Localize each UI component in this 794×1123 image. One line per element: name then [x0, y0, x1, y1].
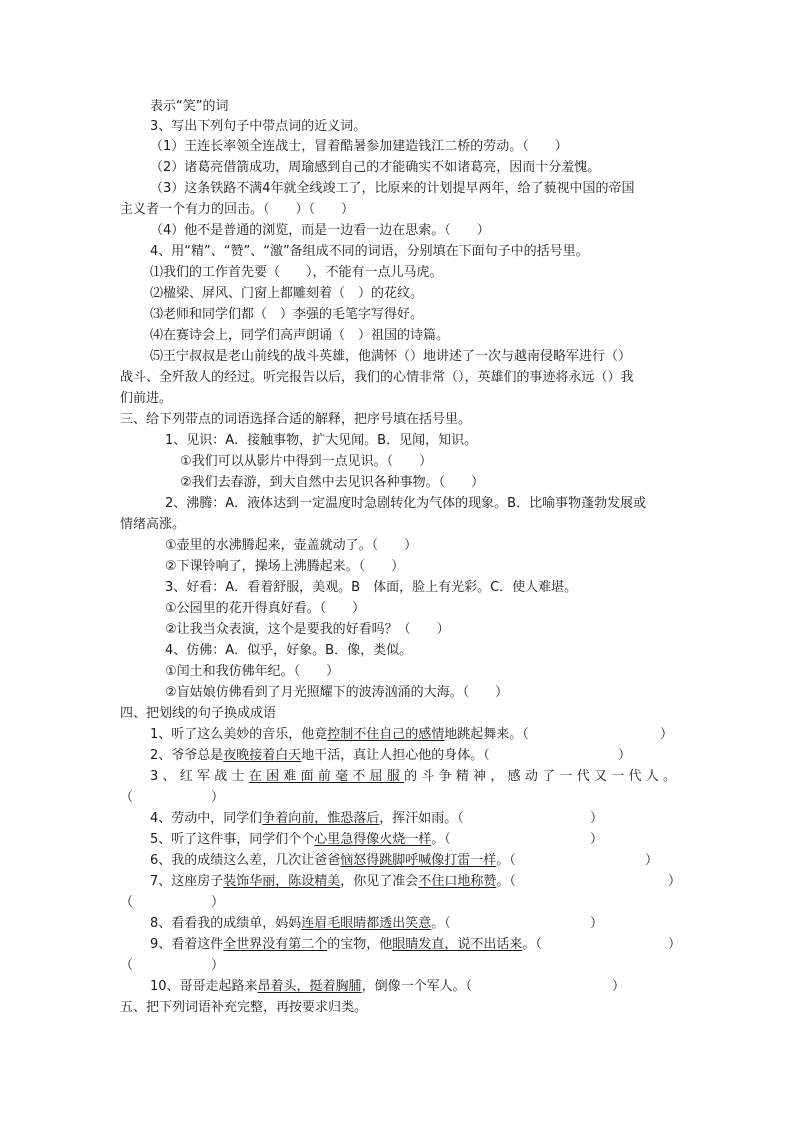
s4-sentence-10: 10、哥哥走起路来昂着头，挺着胸脯，倒像一个军人。（ [150, 979, 473, 994]
s3-word-4: 4、仿佛：A．似乎，好象。B．像，类似。 [165, 643, 413, 658]
s3-word-1: 1、见识：A．接触事物，扩大见闻。B．见闻，知识。 [165, 433, 478, 448]
q4-item-2: ⑵楹梁、屏风、门窗上都雕刻着（ ）的花纹。 [150, 286, 424, 301]
section-3-heading: 三、给下列带点的词语选择合适的解释，把序号填在括号里。 [120, 412, 472, 427]
underlined-phrase: 昂着头，挺着胸脯 [257, 979, 362, 994]
s4-sentence-9-close: ） [668, 937, 682, 952]
s4-sentence-6: 6、我的成绩这么差，几次让爸爸恼怒得跳脚呼喊像打雷一样。（ [150, 853, 516, 868]
underlined-phrase: 在困难面前毫不屈服 [248, 769, 405, 784]
q3-item-2: （2）诸葛亮借箭成功，周瑜感到自己的才能确实不如诸葛亮，因而十分羞愧。 [150, 160, 601, 175]
question-3-heading: 3、写出下列句子中带点词的近义词。 [150, 119, 367, 134]
s4-sentence-6-close: ） [645, 853, 659, 868]
s4-sentence-7: 7、这座房子装饰华丽，陈设精美，你见了准会不住口地称赞。（ [150, 874, 516, 889]
q3-item-4: （4）他不是普通的浏览，而是一边看一边在思索。（ ） [150, 223, 490, 238]
s3-word-2-b: ②下课铃响了，操场上沸腾起来。（ ） [165, 559, 405, 574]
s3-word-2: 2、沸腾：A．液体达到一定温度时急剧转化为气体的现象。B．比喻事物蓬勃发展或 [165, 496, 647, 511]
s4-sentence-1: 1、听了这么美妙的音乐，他竟控制不住自己的感情地跳起舞来。（ [150, 727, 529, 742]
q3-item-1: （1）王连长率领全连战士，冒着酷暑参加建造钱江二桥的劳动。（ ） [150, 139, 568, 154]
underlined-phrase: 连眉毛眼睛都透出笑意 [301, 916, 432, 931]
underlined-phrase: 控制不住自己的感情 [327, 727, 445, 742]
s3-word-2-a: ①壶里的水沸腾起来，壶盖就动了。（ ） [165, 538, 418, 553]
s4-sentence-4-close: ） [590, 811, 604, 826]
underlined-phrase: 争着向前，惟恐落后 [262, 811, 380, 826]
s4-sentence-7-close: ） [668, 874, 682, 889]
s4-sentence-5-close: ） [590, 832, 604, 847]
s4-sentence-2: 2、爷爷总是夜晚接着白天地干活，真让人担心他的身体。（ [150, 748, 490, 763]
s3-word-4-b: ②盲姑娘仿佛看到了月光照耀下的波涛汹涌的大海。（ ） [165, 685, 509, 700]
q4-item-5-end: 们前进。 [120, 391, 173, 406]
q4-item-3: ⑶老师和同学们都（ ）李强的毛笔字写得好。 [150, 307, 424, 322]
s4-sentence-9-answer: （ ） [120, 958, 225, 973]
q4-item-1: ⑴我们的工作首先要（ ），不能有一点儿马虎。 [150, 265, 443, 280]
s4-sentence-4: 4、劳动中，同学们争着向前，惟恐落后，挥汗如雨。（ [150, 811, 464, 826]
underlined-phrase: 全世界没有第二个 [223, 937, 328, 952]
underlined-phrase: 心里急得像火烧一样 [314, 832, 432, 847]
q3-item-3-cont: 主义者一个有力的回击。（ ）（ ） [120, 202, 355, 217]
section-4-heading: 四、把划线的句子换成成语 [120, 706, 277, 721]
s4-sentence-8-close: ） [590, 916, 604, 931]
s4-sentence-9: 9、看着这件全世界没有第二个的宝物，他眼睛发直，说不出话来。（ [150, 937, 542, 952]
underlined-phrase: 恼怒得跳脚呼喊像打雷一样 [340, 853, 497, 868]
underlined-phrase: 夜晚接着白天 [223, 748, 302, 763]
s4-sentence-3-answer: （ ） [120, 790, 225, 805]
s3-word-2-cont: 情绪高涨。 [120, 517, 186, 532]
q4-item-5-cont: 战斗、全歼敌人的经过。听完报告以后，我们的心情非常（），英雄们的事迹将永远（）我 [120, 370, 634, 385]
q4-item-5: ⑸王宁叔叔是老山前线的战斗英雄，他满怀（）地讲述了一次与越南侵略军进行（） [150, 349, 632, 364]
s4-sentence-7-answer: （ ） [120, 895, 225, 910]
q4-item-4: ⑷在赛诗会上，同学们高声朗诵（ ）祖国的诗篇。 [150, 328, 450, 343]
underlined-phrase: 不住口地称赞 [418, 874, 497, 889]
underlined-phrase: 装饰华丽，陈设精美 [223, 874, 341, 889]
s3-word-1-b: ②我们去春游，到大自然中去见识各种事物。（ ） [180, 475, 485, 490]
s4-sentence-8: 8、看看我的成绩单，妈妈连眉毛眼睛都透出笑意。（ [150, 916, 451, 931]
underlined-phrase: 眼睛发直，说不出话来 [392, 937, 523, 952]
line-laugh-words: 表示“笑”的词 [150, 99, 229, 114]
s3-word-4-a: ①闰土和我仿佛年纪。（ ） [165, 664, 340, 679]
s4-sentence-2-close: ） [618, 748, 632, 763]
s4-sentence-10-close: ） [612, 979, 626, 994]
section-5-heading: 五、把下列词语补充完整，再按要求归类。 [120, 1000, 368, 1015]
s4-sentence-1-close: ） [660, 727, 674, 742]
s4-sentence-5: 5、听了这件事，同学们个个心里急得像火烧一样。（ [150, 832, 451, 847]
s4-sentence-3: 3、红军战士在困难面前毫不屈服的斗争精神，感动了一代又一代人。 [150, 769, 676, 784]
s3-word-1-a: ①我们可以从影片中得到一点见识。（ ） [180, 454, 433, 469]
question-4-heading: 4、用“精”、“赞”、“激”备组成不同的词语，分别填在下面句子中的括号里。 [150, 244, 589, 259]
s3-word-3: 3、好看：A．看着舒服，美观。B 体面，脸上有光彩。C．使人难堪。 [165, 580, 578, 595]
q3-item-3: （3）这条铁路不满4年就全线竣工了，比原来的计划提早两年，给了藐视中国的帝国 [150, 181, 635, 196]
s3-word-3-a: ①公园里的花开得真好看。（ ） [165, 601, 366, 616]
s3-word-3-b: ②让我当众表演，这个是要我的好看吗？（ ） [165, 622, 450, 637]
